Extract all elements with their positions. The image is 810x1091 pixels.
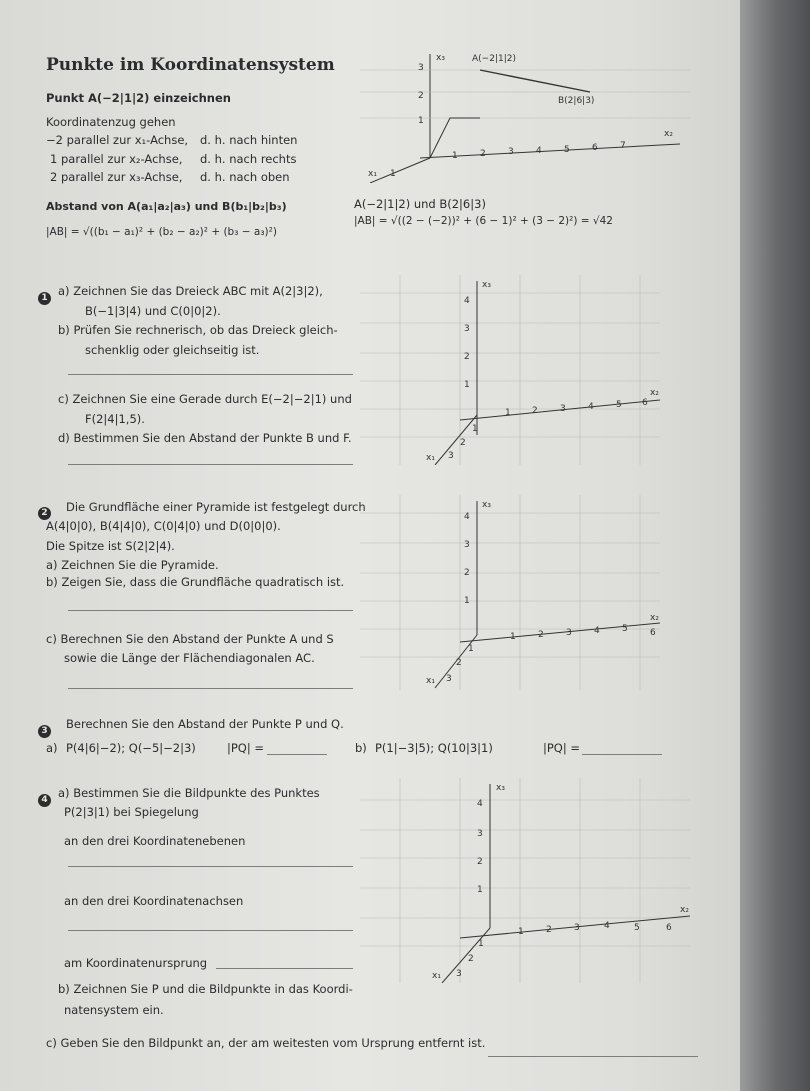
task-2b-answer-line[interactable] bbox=[68, 610, 353, 611]
task-3b-label: b) bbox=[355, 741, 367, 755]
t4-x3-label: x₃ bbox=[496, 783, 505, 793]
t2-x1-tick-3: 3 bbox=[446, 674, 452, 684]
task-2b-text: b) Zeigen Sie, dass die Grundfläche quadratisch ist. bbox=[46, 575, 345, 589]
task-4c-answer-line[interactable] bbox=[488, 1056, 698, 1057]
t2-x3-tick-4: 4 bbox=[464, 512, 470, 522]
t1-x2-tick-3: 3 bbox=[560, 404, 566, 414]
t1-x1-tick-1: 1 bbox=[472, 424, 478, 434]
task-1d-text: d) Bestimmen Sie den Abstand der Punkte B und F. bbox=[58, 431, 352, 445]
task-3b-points: P(1|−3|5); Q(10|3|1) bbox=[375, 741, 493, 755]
t2-x2-tick-5: 5 bbox=[622, 624, 628, 634]
task-3b-result-label: |PQ| = bbox=[543, 741, 581, 755]
task-1a-line-1: a) Zeichnen Sie das Dreieck ABC mit A(2|3|2), bbox=[58, 284, 323, 298]
t4-x3-tick-1: 1 bbox=[477, 885, 483, 895]
task-2a-text: a) Zeichnen Sie die Pyramide. bbox=[46, 558, 219, 572]
task-1b-line-2: schenklig oder gleichseitig ist. bbox=[85, 343, 260, 357]
t4-x1-tick-2: 2 bbox=[468, 954, 474, 964]
distance-formula: |AB| = √((b₁ − a₁)² + (b₂ − a₂)² + (b₃ − a₃)²) bbox=[46, 226, 277, 238]
t1-x2-tick-6: 6 bbox=[642, 398, 648, 408]
task-4a-planes: an den drei Koordinatenebenen bbox=[64, 834, 246, 848]
hdr-x2-label: x₂ bbox=[664, 129, 673, 139]
task-2-number: 2 bbox=[38, 507, 51, 520]
t4-x2-label: x₂ bbox=[680, 905, 689, 915]
t1-x3-tick-4: 4 bbox=[464, 296, 470, 306]
hdr-x2-tick-2: 2 bbox=[480, 149, 486, 159]
task-2c-answer-line[interactable] bbox=[68, 688, 353, 689]
task-1b-answer-line[interactable] bbox=[68, 374, 353, 375]
t4-x2-tick-1: 1 bbox=[518, 927, 524, 937]
hdr-x3-tick-1: 1 bbox=[418, 116, 424, 126]
step-1-move: −2 parallel zur x₁-Achse, bbox=[46, 133, 189, 147]
t1-x3-tick-1: 1 bbox=[464, 380, 470, 390]
task-2-intro-1: Die Grundfläche einer Pyramide ist festgelegt durch bbox=[66, 500, 366, 514]
task-4a-planes-answer-line[interactable] bbox=[68, 866, 353, 867]
t4-x2-tick-5: 5 bbox=[634, 923, 640, 933]
t1-x3-tick-2: 2 bbox=[464, 352, 470, 362]
step-3-meaning: d. h. nach oben bbox=[200, 170, 290, 184]
t1-x1-label: x₁ bbox=[426, 453, 435, 463]
t4-x1-tick-1: 1 bbox=[478, 939, 484, 949]
t2-x2-label: x₂ bbox=[650, 613, 659, 623]
task-4a-origin-answer-line[interactable] bbox=[216, 968, 353, 969]
hdr-x2-tick-4: 4 bbox=[536, 146, 542, 156]
task-4c-text: c) Geben Sie den Bildpunkt an, der am weitesten vom Ursprung entfernt ist. bbox=[46, 1036, 486, 1050]
task-4b-line-2: natensystem ein. bbox=[64, 1003, 164, 1017]
t2-x1-label: x₁ bbox=[426, 676, 435, 686]
t1-x2-tick-1: 1 bbox=[505, 408, 511, 418]
step-2-meaning: d. h. nach rechts bbox=[200, 152, 297, 166]
task-2c-line-1: c) Berechnen Sie den Abstand der Punkte A und S bbox=[46, 632, 334, 646]
example-coordinate-system bbox=[360, 48, 690, 183]
example-subtitle: Punkt A(−2|1|2) einzeichnen bbox=[46, 91, 231, 105]
t4-x3-tick-4: 4 bbox=[477, 799, 483, 809]
task-4a-line-1: a) Bestimmen Sie die Bildpunkte des Punktes bbox=[58, 786, 320, 800]
task-2-coordinate-grid[interactable] bbox=[360, 495, 660, 690]
hdr-x1-label: x₁ bbox=[368, 169, 377, 179]
hdr-x3-label: x₃ bbox=[436, 53, 445, 63]
t4-x1-label: x₁ bbox=[432, 971, 441, 981]
hdr-x3-tick-3: 3 bbox=[418, 63, 424, 73]
steps-heading: Koordinatenzug gehen bbox=[46, 115, 176, 129]
page-edge-shadow bbox=[740, 0, 810, 1091]
hdr-x2-tick-1: 1 bbox=[452, 151, 458, 161]
t2-x2-tick-6: 6 bbox=[650, 628, 656, 638]
step-1-meaning: d. h. nach hinten bbox=[200, 133, 298, 147]
task-1d-answer-line[interactable] bbox=[68, 464, 353, 465]
t2-x3-tick-1: 1 bbox=[464, 596, 470, 606]
t1-x3-label: x₃ bbox=[482, 280, 491, 290]
hdr-x2-tick-5: 5 bbox=[564, 145, 570, 155]
t4-x2-tick-6: 6 bbox=[666, 923, 672, 933]
t1-x1-tick-3: 3 bbox=[448, 451, 454, 461]
t4-x3-tick-3: 3 bbox=[477, 829, 483, 839]
task-2-intro-3: Die Spitze ist S(2|2|4). bbox=[46, 539, 175, 553]
t2-x2-tick-2: 2 bbox=[538, 630, 544, 640]
t2-x2-tick-1: 1 bbox=[510, 632, 516, 642]
t1-x1-tick-2: 2 bbox=[460, 438, 466, 448]
t2-x2-tick-4: 4 bbox=[594, 626, 600, 636]
t1-x2-label: x₂ bbox=[650, 388, 659, 398]
hdr-point-a-label: A(−2|1|2) bbox=[472, 54, 516, 64]
t2-x1-tick-1: 1 bbox=[468, 644, 474, 654]
task-3-intro: Berechnen Sie den Abstand der Punkte P und Q. bbox=[66, 717, 344, 731]
t1-x2-tick-4: 4 bbox=[588, 402, 594, 412]
task-4-coordinate-grid[interactable] bbox=[360, 778, 690, 983]
hdr-x2-tick-3: 3 bbox=[508, 147, 514, 157]
task-1a-line-2: B(−1|3|4) und C(0|0|2). bbox=[85, 304, 221, 318]
t4-x2-tick-4: 4 bbox=[604, 921, 610, 931]
task-4b-line-1: b) Zeichnen Sie P und die Bildpunkte in das Koordi- bbox=[58, 982, 353, 996]
step-3-move: 2 parallel zur x₃-Achse, bbox=[50, 170, 183, 184]
t4-x2-tick-3: 3 bbox=[574, 923, 580, 933]
task-2c-line-2: sowie die Länge der Flächendiagonalen AC. bbox=[64, 651, 315, 665]
t1-x2-tick-2: 2 bbox=[532, 406, 538, 416]
task-3a-answer-line[interactable] bbox=[267, 754, 327, 755]
t2-x3-tick-3: 3 bbox=[464, 540, 470, 550]
task-1c-line-1: c) Zeichnen Sie eine Gerade durch E(−2|−2|1) und bbox=[58, 392, 352, 406]
t2-x2-tick-3: 3 bbox=[566, 628, 572, 638]
task-3a-label: a) bbox=[46, 741, 58, 755]
task-1-coordinate-grid[interactable] bbox=[360, 275, 660, 465]
hdr-x3-tick-2: 2 bbox=[418, 91, 424, 101]
task-4-number: 4 bbox=[38, 794, 51, 807]
task-2-intro-2: A(4|0|0), B(4|4|0), C(0|4|0) und D(0|0|0). bbox=[46, 519, 281, 533]
task-1-number: 1 bbox=[38, 292, 51, 305]
task-3b-answer-line[interactable] bbox=[582, 754, 662, 755]
t2-x3-tick-2: 2 bbox=[464, 568, 470, 578]
t1-x2-tick-5: 5 bbox=[616, 400, 622, 410]
t4-x1-tick-3: 3 bbox=[456, 969, 462, 979]
page-title: Punkte im Koordinatensystem bbox=[46, 55, 335, 75]
hdr-point-b-label: B(2|6|3) bbox=[558, 96, 595, 106]
task-3-number: 3 bbox=[38, 725, 51, 738]
t1-x3-tick-3: 3 bbox=[464, 324, 470, 334]
example-calculation: |AB| = √((2 − (−2))² + (6 − 1)² + (3 − 2)²) = √42 bbox=[354, 215, 613, 227]
task-1b-line-1: b) Prüfen Sie rechnerisch, ob das Dreieck gleich- bbox=[58, 323, 338, 337]
t4-x3-tick-2: 2 bbox=[477, 857, 483, 867]
task-4a-origin: am Koordinatenursprung bbox=[64, 956, 208, 970]
hdr-x1-tick-1: 1 bbox=[390, 169, 396, 179]
task-3a-points: P(4|6|−2); Q(−5|−2|3) bbox=[66, 741, 196, 755]
hdr-x2-tick-6: 6 bbox=[592, 143, 598, 153]
example-points: A(−2|1|2) und B(2|6|3) bbox=[354, 197, 486, 211]
task-4a-axes: an den drei Koordinatenachsen bbox=[64, 894, 244, 908]
step-2-move: 1 parallel zur x₂-Achse, bbox=[50, 152, 183, 166]
t2-x3-label: x₃ bbox=[482, 500, 491, 510]
t4-x2-tick-2: 2 bbox=[546, 925, 552, 935]
task-4a-axes-answer-line[interactable] bbox=[68, 930, 353, 931]
task-3a-result-label: |PQ| = bbox=[227, 741, 265, 755]
distance-heading: Abstand von A(a₁|a₂|a₃) und B(b₁|b₂|b₃) bbox=[46, 200, 287, 213]
task-1c-line-2: F(2|4|1,5). bbox=[85, 412, 145, 426]
t2-x1-tick-2: 2 bbox=[456, 658, 462, 668]
hdr-x2-tick-7: 7 bbox=[620, 141, 626, 151]
task-4a-line-2: P(2|3|1) bei Spiegelung bbox=[64, 805, 199, 819]
